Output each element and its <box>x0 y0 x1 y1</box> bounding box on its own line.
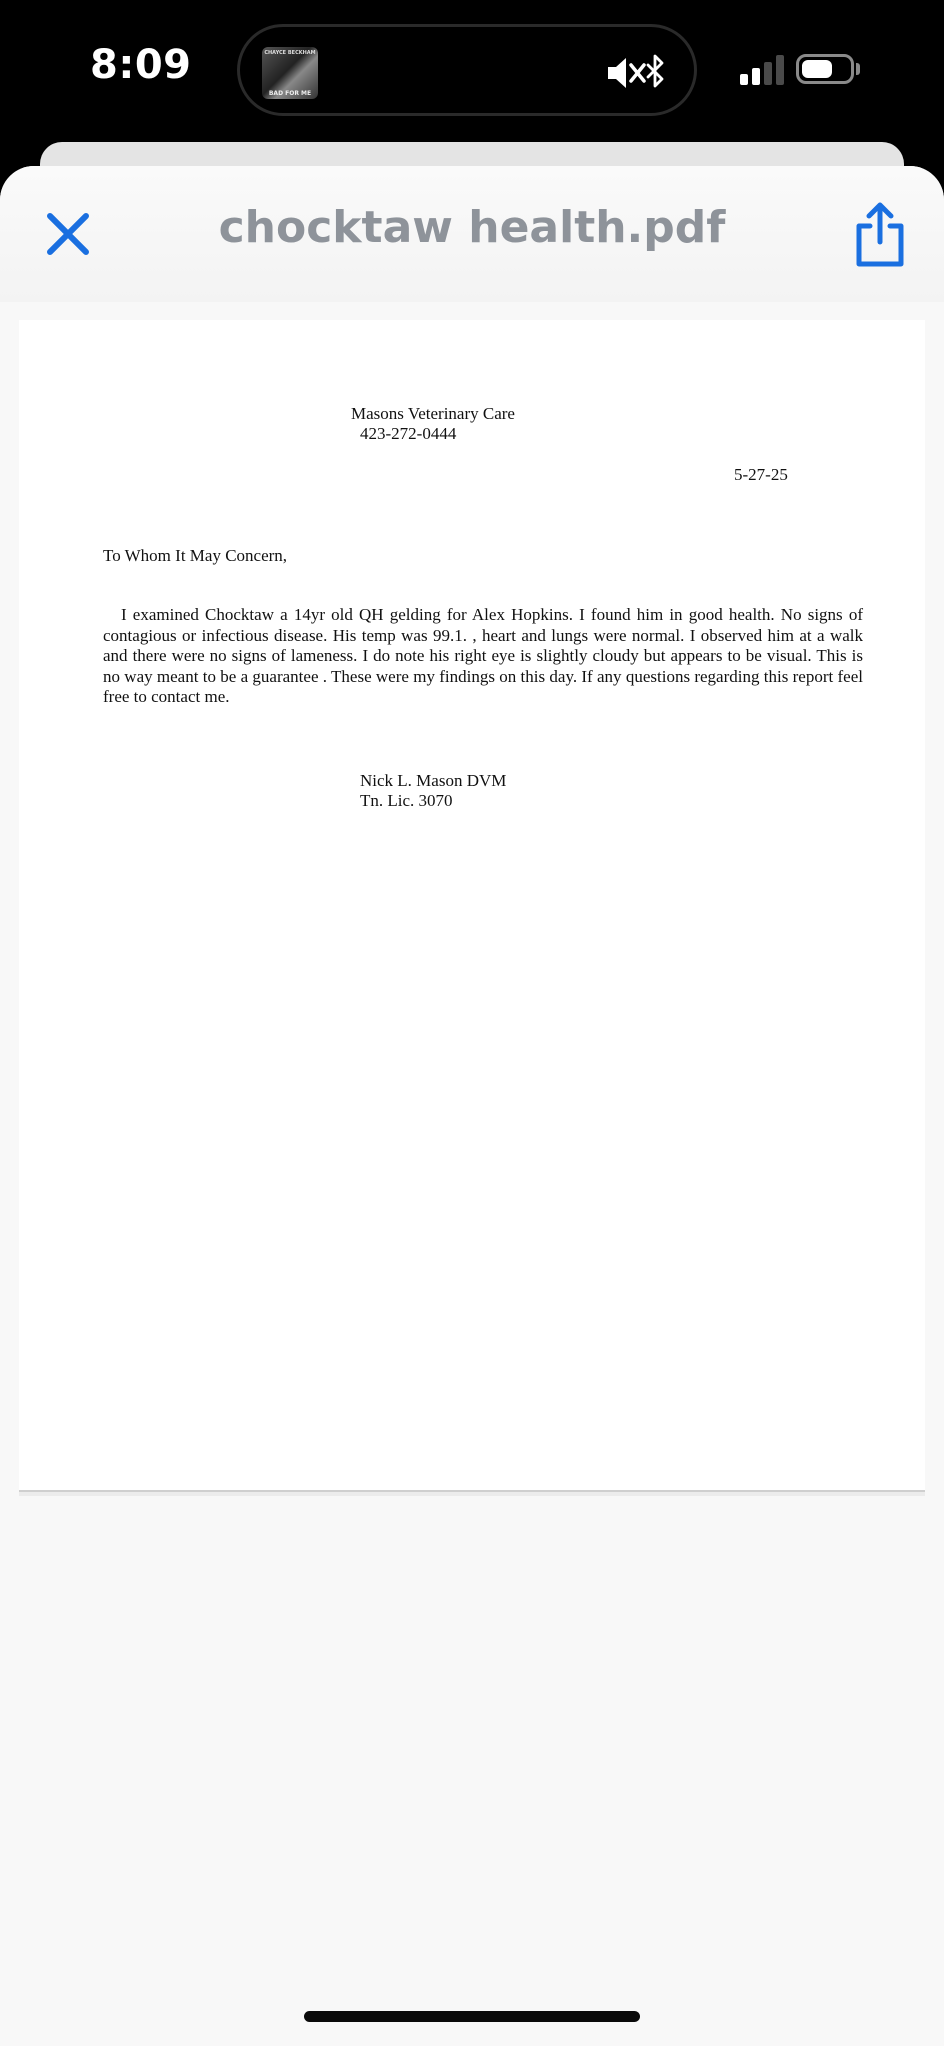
battery-icon <box>796 54 854 84</box>
cellular-signal-icon <box>740 55 784 85</box>
close-icon[interactable] <box>40 206 96 262</box>
battery-fill <box>802 60 832 78</box>
signal-bar <box>752 68 760 85</box>
signature-name: Nick L. Mason DVM <box>360 771 507 790</box>
share-icon[interactable] <box>852 200 908 270</box>
signature-license: Tn. Lic. 3070 <box>360 791 453 810</box>
salutation: To Whom It May Concern, <box>103 546 288 565</box>
now-playing-artist: CHAYCE BECKHAM <box>264 50 316 56</box>
pdf-page[interactable] <box>19 320 925 1492</box>
clinic-phone: 423-272-0444 <box>360 424 457 443</box>
signal-bar <box>740 74 748 85</box>
letter-date: 5-27-25 <box>734 465 788 484</box>
home-indicator[interactable] <box>304 2011 640 2022</box>
pdf-viewer-sheet <box>0 166 944 2046</box>
now-playing-album-art[interactable] <box>262 47 318 99</box>
battery-tip <box>856 63 860 75</box>
signal-bar <box>764 62 772 85</box>
document-title: chocktaw health.pdf <box>218 202 726 253</box>
mute-bluetooth-icon <box>606 53 670 93</box>
speaker-mute-icon <box>608 58 644 88</box>
now-playing-album: BAD FOR ME <box>268 90 312 97</box>
dynamic-island[interactable] <box>237 24 697 116</box>
signal-bar <box>776 55 784 85</box>
bluetooth-icon <box>648 56 662 86</box>
letter-body: I examined Chocktaw a 14yr old QH gelding for Alex Hopkins. I found him in good health. No signs of contagious or infectious disease. His temp was 99.1. , heart and lungs were normal. I observed him at a walk and there were no signs of lameness. I do note his right eye is slightly cloudy but appears to be visual. This is no way meant to be a guarantee . These were my findings on this day. If any questions regarding this report feel free to contact me. <box>103 605 863 706</box>
clinic-name: Masons Veterinary Care <box>351 404 515 423</box>
viewer-header <box>0 166 944 302</box>
status-time: 8:09 <box>90 42 192 88</box>
